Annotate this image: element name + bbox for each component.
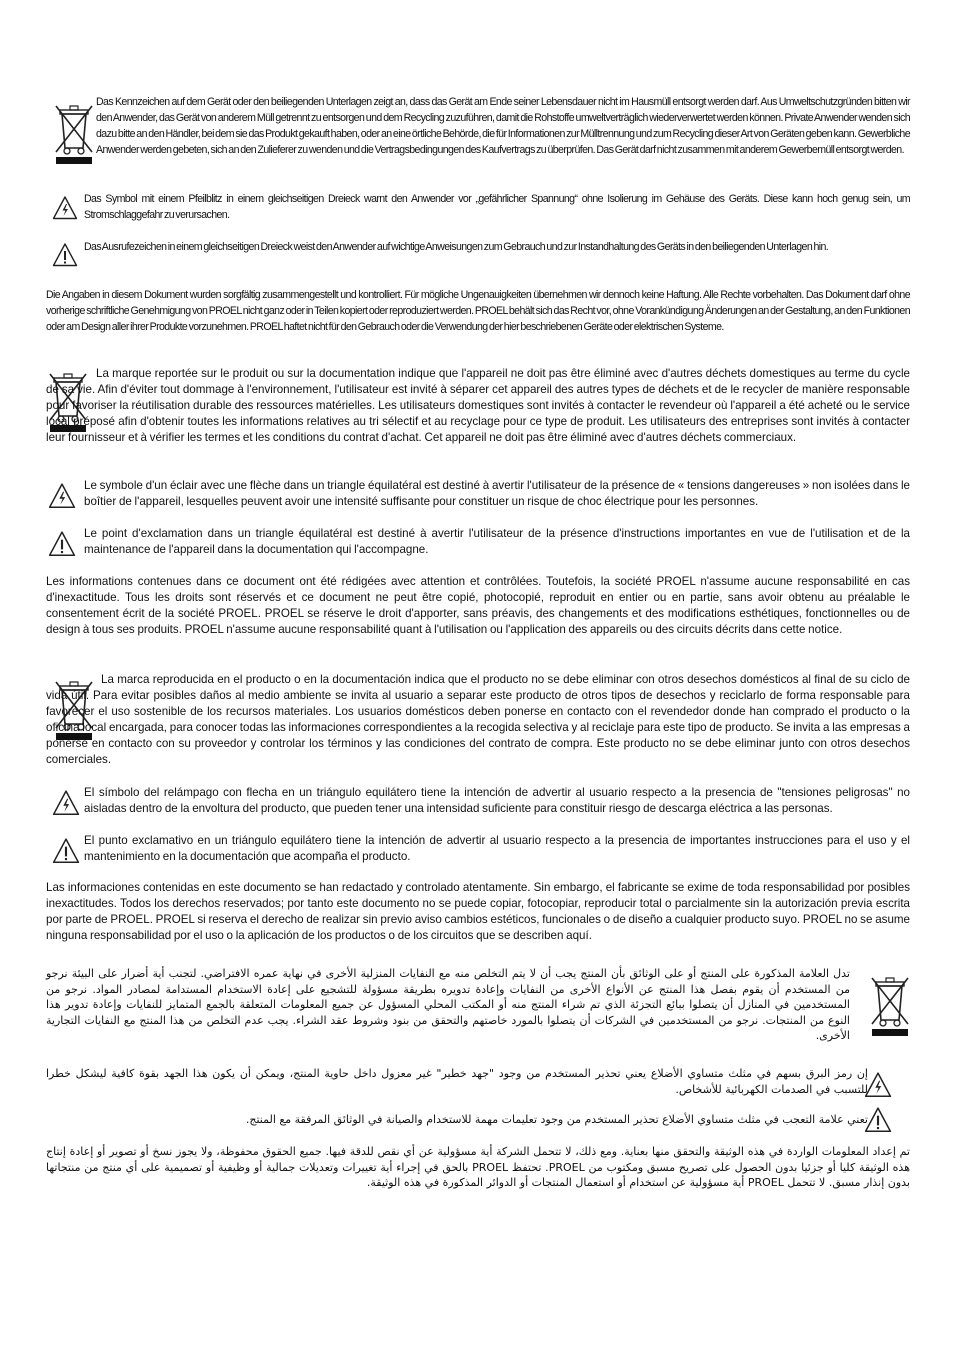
es-weee-paragraph: La marca reproducida en el producto o en la documentación indica que el producto no se debe eliminar con otros desechos domésticos al final de su ciclo de vida útil. Para evitar posibles daños al medio ambiente se invita al usuario a separar este producto de otros tipos de desechos y reciclarlo de forma responsable para favorecer el uso sostenible de los recursos materiales. Los usuarios domésticos deben ponerse en contacto con el revendedor donde han comprado el producto o la oficina local encargada, para conocer todas las informaciones correspondientes a la recogida selectiva y al reciclaje para este tipo de producto. Se invita a las empresas a ponerse en contacto con su proveedor y controlar los términos y las condiciones del contrato de compra. Este producto no se debe eliminar junto con otros desechos comerciales.: [46, 673, 910, 766]
es-exclamation-paragraph: El punto exclamativo en un triángulo equilátero tiene la intención de advertir al usuario respecto a la presencia de importantes instrucciones para el uso y el mantenimiento en la documentación que acompaña el producto.: [84, 834, 910, 863]
ar-lightning-paragraph: إن رمز البرق بسهم في مثلث متساوي الأضلاع يعني تحذير المستخدم من وجود "جهد خطير" غير معزول داخل حاوية المنتج، ويمكن أن يكون هذا الجهد بقوة كافية ليشكل خطرا للتسبب في الصدمات الكهربائية للأشخاص.: [46, 1067, 868, 1096]
es-lightning-paragraph: El símbolo del relámpago con flecha en un triángulo equilátero tiene la intención de advertir al usuario respecto a la presencia de "tensiones peligrosas" no aisladas dentro de la envoltura del producto, que pueden tener una intensidad suficiente para constituir riesgo de descarga eléctrica a las personas.: [84, 786, 910, 815]
fr-disclaimer-paragraph: Les informations contenues dans ce document ont été rédigées avec attention et contrôlées. Toutefois, la société PROEL n'assume aucune responsabilité en cas d'inexactitude. Tous les droits sont réservés et ce document ne peut être copié, photocopié, reproduit en entier ou en partie, sans avoir obtenu au préalable le consentement écrit de la société PROEL. PROEL se réserve le droit d'apporter, sans préavis, des changements et des modifications esthétiques, fonctionnelles ou de design à tous ses produits. PROEL n'assume aucune responsabilité quant à l'utilisation ou l'application des appareils ou des circuits décrits dans cette notice.: [46, 575, 910, 636]
ar-disclaimer-paragraph: تم إعداد المعلومات الواردة في هذه الوثيقة والتحقق منها بعناية. ومع ذلك، لا تتحمل الشركة أية مسؤولية عن أي نقص للدقة فيها. جميع الحقوق محفوظة، ولا يجوز نسخ أو تصوير أو إعادة إنتاج هذه الوثيقة كليا أو جزئيا بدون الحصول على تصريح مسبق ومكتوب من PROEL. تحتفظ PROEL بالحق في إجراء أية تغييرات وتعديلات جمالية أو وظيفية أو تصميمية على أي منتج من منتجاتها بدون إنذار مسبق. لا تتحمل PROEL أية مسؤولية عن استخدام أو استعمال المنتجات أو الدوائر المذكورة في هذه الوثيقة.: [46, 1145, 910, 1189]
de-lightning-paragraph: Das Symbol mit einem Pfeilblitz in einem gleichseitigen Dreieck warnt den Anwender vor „gefährlicher Spannung“ ohne Isolierung im Gehäuse des Geräts. Diese kann hoch genug sein, um Stromschlaggefahr zu verursachen.: [84, 193, 910, 221]
fr-weee-paragraph: La marque reportée sur le produit ou sur la documentation indique que l'appareil ne doit pas être éliminé avec d'autres déchets domestiques au terme du cycle de sa vie. Afin d'éviter tout dommage à l'environnement, l'utilisateur est invité à séparer cet appareil des autres types de déchets et de le recycler de manière responsable pour favoriser la réutilisation durable des ressources matérielles. Les utilisateurs domestiques sont invités à contacter le revendeur où l'appareil a été acheté ou le service local préposé afin d'obtenir toutes les informations relatives au tri sélectif et au recyclage pour ce type de produit. Les utilisateurs des entreprises sont invités à contacter leur fournisseur et à vérifier les termes et les conditions du contrat d'achat. Cet appareil ne doit pas être éliminé avec d'autres déchets commerciaux.: [46, 367, 910, 444]
ar-exclamation-paragraph: تعني علامة التعجب في مثلث متساوي الأضلاع تحذير المستخدم من وجود تعليمات مهمة للاستخدام والصيانة في الوثائق المرفقة مع المنتج.: [245, 1113, 868, 1126]
es-disclaimer-paragraph: Las informaciones contenidas en este documento se han redactado y controlado atentamente. Sin embargo, el fabricante se exime de toda responsabilidad por posibles inexactitudes. Todos los derechos reservados; por tanto este documento no se puede copiar, fotocopiar, reproducir total o parcialmente sin la autorización previa escrita por parte de PROEL. PROEL si reserva el derecho de realizar sin previo aviso cambios estéticos, funcionales o de diseño a cualquier producto suyo. PROEL no se asume ninguna responsabilidad por el uso o la aplicación de los productos o de los circuitos que se describen aquí.: [46, 881, 910, 942]
de-disclaimer-paragraph: Die Angaben in diesem Dokument wurden sorgfältig zusammengestellt und kontrolliert. Für mögliche Ungenauigkeiten übernehmen wir dennoch keine Haftung. Alle Rechte vorbehalten. Das Dokument darf ohne vorherige schriftliche Genehmigung von PROEL nicht ganz oder in Teilen kopiert oder reproduziert werden. PROEL behält sich das Recht vor, ohne Vorankündigung Änderungen an der Gestaltung, an den Funktionen oder am Design aller ihrer Produkte vorzunehmen. PROEL haftet nicht für den Gebrauch oder die Verwendung der hier beschriebenen Geräte oder elektrischen Systeme.: [46, 289, 910, 333]
de-exclamation-paragraph: Das Ausrufezeichen in einem gleichseitigen Dreieck weist den Anwender auf wichtige Anweisungen zum Gebrauch und zur Instandhaltung des Geräts in den beiliegenden Unterlagen hin.: [84, 241, 829, 253]
ar-weee-paragraph: تدل العلامة المذكورة على المنتج أو على الوثائق بأن المنتج يجب أن لا يتم التخلص منه مع النفايات المنزلية الأخرى في نهاية عمره الافتراضي. لتجنب أية أضرار على البيئة نرجو من المستخدم أن يقوم بفصل هذا المنتج عن الأنواع الأخرى من النفايات وإعادة تدويره بطريقة مسؤولة للتشجيع على إعادة الاستخدام المستدامة لمصادر المواد. نرجو من المستخدمين في المنازل أن يتصلوا ببائع التجزئة الذي تم شراء المنتج منه أو المكتب المحلي المسؤول عن جميع المعلومات المتعلقة بالجمع المتمايز للنفايات وإعادة تدوير هذا النوع من المنتجات. نرجو من المستخدمين في الشركات أن يتصلوا بالمورد خاصتهم والتحقق من بنود وشروط عقد الشراء. يجب عدم التخلص من هذا المنتج مع النفايات التجارية الأخرى.: [46, 967, 850, 1042]
fr-exclamation-paragraph: Le point d'exclamation dans un triangle équilatéral est destiné à avertir l'utilisateur de la présence d'instructions importantes en vue de l'utilisation et de la maintenance de l'appareil dans la documentation qui l'accompagne.: [84, 527, 910, 556]
fr-lightning-paragraph: Le symbole d'un éclair avec une flèche dans un triangle équilatéral est destiné à avertir l'utilisateur de la présence de « tensions dangereuses » non isolées dans le boîtier de l'appareil, lesquelles peuvent avoir une intensité suffisante pour constituer un risque de choc électrique pour les personnes.: [84, 479, 910, 508]
de-weee-paragraph: Das Kennzeichen auf dem Gerät oder den beiliegenden Unterlagen zeigt an, dass das Gerät am Ende seiner Lebensdauer nicht im Hausmüll entsorgt werden darf. Aus Umweltschutzgründen bitten wir den Anwender, das Gerät von anderem Müll getrennt zu entsorgen und dem Recycling zuzuführen, damit die Rohstoffe umweltverträglich wiederverwertet werden können. Private Anwender wenden sich dazu bitte an den Händler, bei dem sie das Produkt gekauft haben, oder an eine örtliche Behörde, die für Informationen zur Mülltrennung und zum Recycling dieser Art von Geräten geben kann. Gewerbliche Anwender werden gebeten, sich an den Zulieferer zu wenden und die Vertragsbedingungen des Kaufvertrags zu überprüfen. Das Gerät darf nicht zusammen mit anderem Gewerbemüll entsorgt werden.: [96, 96, 910, 156]
